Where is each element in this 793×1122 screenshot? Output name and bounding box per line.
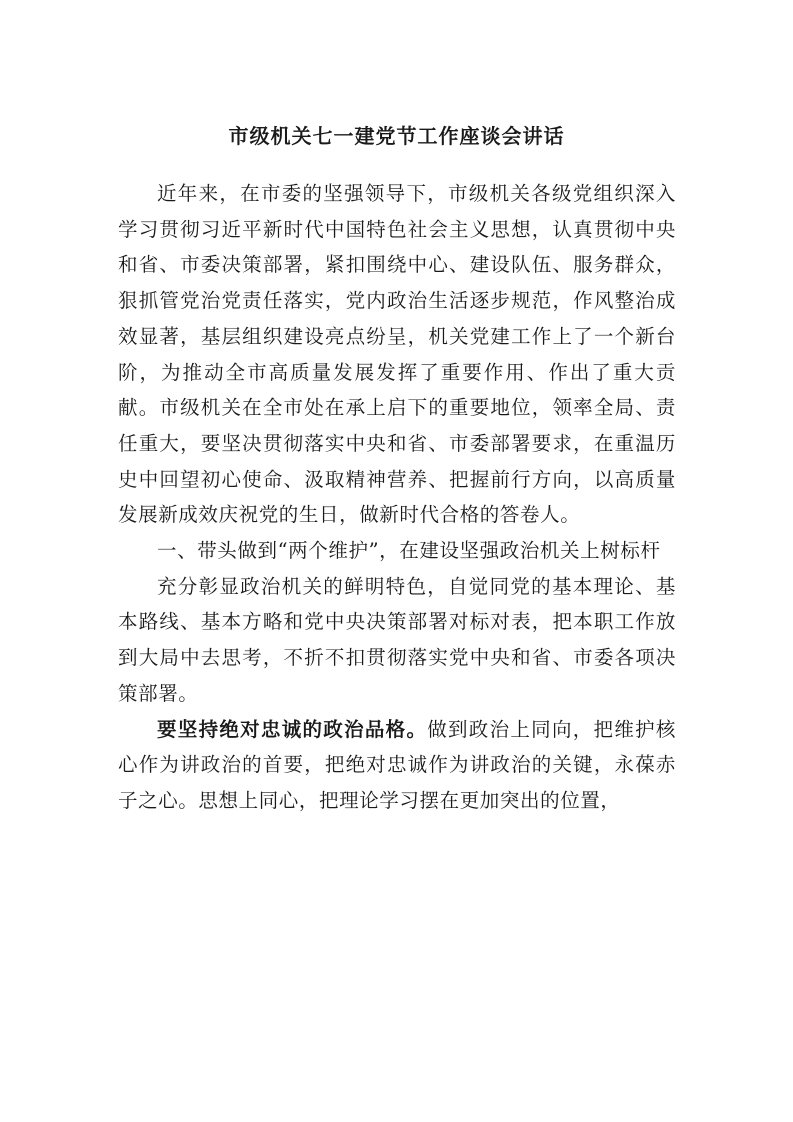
paragraph-loyalty <box>118 712 676 819</box>
document-body <box>118 176 676 819</box>
paragraph-intro: 近年来，在市委的坚强领导下，市级机关各级党组织深入学习贯彻习近平新时代中国特色社会主义思想，认真贯彻中央和省、市委决策部署，紧扣围绕中心、建设队伍、服务群众，狠抓管党治党责任落实，党内政治生活逐步规范，作风整治成效显著，基层组织建设亮点纷呈，机关党建工作上了一个新台阶，为推动全市高质量发展发挥了重要作用、作出了重大贡献。市级机关在全市处在承上启下的重要地位，领率全局、责任重大，要坚决贯彻落实中央和省、市委部署要求，在重温历史中回望初心使命、汲取精神营养、把握前行方向，以高质量发展新成效庆祝党的生日，做新时代合格的答卷人。 <box>118 182 676 527</box>
paragraph-section-1: 充分彰显政治机关的鲜明特色，自觉同党的基本理论、基本路线、基本方略和党中央决策部署对标对表，把本职工作放到大局中去思考，不折不扣贯彻落实党中央和省、市委各项决策部署。 <box>118 574 676 705</box>
document-title: 市级机关七一建党节工作座谈会讲话 <box>228 124 565 148</box>
paragraph-bold-lead: 要坚持绝对忠诚的政治品格。 <box>157 717 428 741</box>
section-heading-1: 一、带头做到“两个维护”，在建设坚强政治机关上树标杆 <box>157 539 661 563</box>
paragraph-loyalty-text: 做到政治上同向，把维护核心作为讲政治的首要，把绝对忠诚作为讲政治的关键，永葆赤子之心。思想上同心，把理论学习摆在更加突出的位置， <box>118 717 676 812</box>
